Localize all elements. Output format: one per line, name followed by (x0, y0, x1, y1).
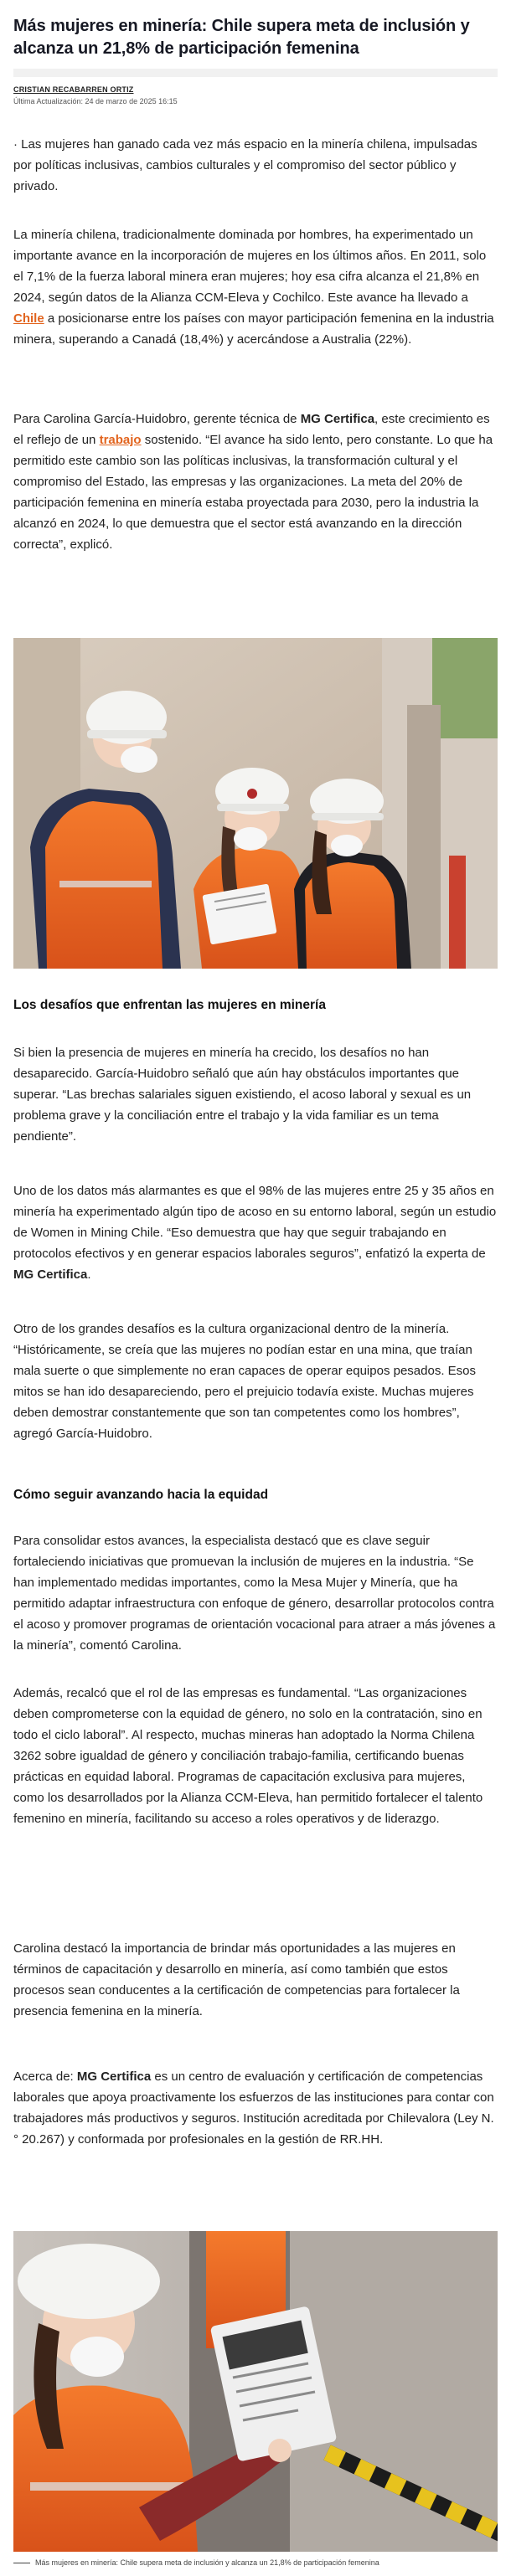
paragraph-7 (13, 1530, 498, 1656)
p7-text: Para consolidar estos avances, la especialista destacó que es clave seguir fortaleciendo iniciativas que promuevan la inclusión de mujeres en la industria. “Se han implementado medidas importantes, como la Mesa Mujer y Minería, que ha permitido adaptar infraestructura con enfoque de género, desarrollar protocolos contra el acoso y promover programas de orientación vocacional para atraer a más jóvenes a la minería”, comentó Carolina. (13, 1534, 496, 1653)
paragraph-9 (13, 1938, 498, 2022)
workers-photo (13, 638, 498, 969)
section-heading-challenges: Los desafíos que enfrentan las mujeres en minería (13, 998, 326, 1012)
p5-text-a: Uno de los datos más alarmantes es que el 98% de las mujeres entre 25 y 35 años en minería ha experimentado algún tipo de acoso en su entorno laboral, según un estudio de Women in Mining Chile. “Eso demuestra que hay que seguir trabajando en protocolos efectivos y en generar espacios laborales seguros”, enfatizó la experta de (13, 1184, 497, 1261)
title-divider (13, 69, 498, 77)
article-image-worker-checklist (13, 2231, 498, 2552)
section-heading-equity: Cómo seguir avanzando hacia la equidad (13, 1488, 269, 1502)
company-name: MG Certifica (13, 1267, 88, 1282)
trabajo-link[interactable]: trabajo (99, 433, 142, 447)
paragraph-4 (13, 1042, 498, 1147)
p3-text-b: , este crecimiento es el reflejo de un (13, 412, 490, 447)
author-link[interactable]: CRISTIAN RECABARREN ORTIZ (13, 85, 134, 94)
paragraph-8 (13, 1683, 498, 1829)
p8-text: Además, recalcó que el rol de las empresas es fundamental. “Las organizaciones deben comprometerse con la equidad de género, no solo en la contratación, sino en todo el ciclo laboral”. Al respecto, muchas mineras han adoptado la Norma Chilena 3262 sobre igualdad de género y conciliación trabajo-familia, certificando buenas prácticas en equidad laboral. Programas de capacitación exclusiva para mujeres, como los desarrollados por la Alianza CCM-Eleva, han permitido fortalecer el talento femenino en minería, facilitando su acceso a roles operativos y de liderazgo. (13, 1686, 483, 1826)
article-title: Más mujeres en minería: Chile supera meta de inclusión y alcanza un 21,8% de participación femenina (13, 17, 470, 58)
paragraph-3 (13, 409, 498, 555)
image-caption (13, 2558, 498, 2567)
p3-text-a: Para Carolina García-Huidobro, gerente técnica de (13, 412, 301, 426)
updated-timestamp: Última Actualización: 24 de marzo de 2025 16:15 (13, 97, 178, 105)
company-name: MG Certifica (76, 2070, 152, 2084)
p2-text-a: La minería chilena, tradicionalmente dominada por hombres, ha experimentado un importante avance en la incorporación de mujeres en los últimos años. En 2011, solo el 7,1% de la fuerza laboral minera eran mujeres; hoy esa cifra alcanza el 21,8% en 2024, según datos de la Alianza CCM-Eleva y Cochilco. Este avance ha llevado a (13, 228, 487, 305)
lead-paragraph (13, 134, 498, 197)
paragraph-6 (13, 1319, 498, 1444)
article (13, 0, 498, 2567)
p5-text-b: . (87, 1267, 91, 1282)
lead-text: · Las mujeres han ganado cada vez más espacio en la minería chilena, impulsadas por políticas inclusivas, cambios culturales y el compromiso del sector público y privado. (13, 137, 477, 193)
company-name: MG Certifica (300, 412, 375, 426)
p9-text: Carolina destacó la importancia de brindar más oportunidades a las mujeres en términos de capacitación y desarrollo en minería, así como también que estos procesos sean conducentes a la certificación de competencias para fortalecer la presencia femenina en la minería. (13, 1941, 460, 2018)
article-image-workers (13, 638, 498, 969)
paragraph-2 (13, 224, 498, 350)
checklist-photo (13, 2231, 498, 2552)
p2-text-b: a posicionarse entre los países con mayor participación femenina en la industria minera, superando a Canadá (18,4%) y acercándose a Australia (22%). (13, 311, 494, 347)
p3-text-c: sostenido. “El avance ha sido lento, pero constante. Lo que ha permitido este cambio son las políticas inclusivas, la transformación cultural y el compromiso del Estado, las empresas y las organizaciones. La meta del 20% de participación femenina en minería estaba proyectada para 2030, pero la industria la alcanzó en 2024, lo que demuestra que el sector está avanzando en la dirección correcta”, explicó. (13, 433, 493, 552)
p10-text-b: es un centro de evaluación y certificación de competencias laborales que apoya proactivamente los esfuerzos de las instituciones para contar con trabajadores más productivos y seguros. Institución acreditada por Chilevalora (Ley N.° 20.267) y conformada por profesionales en la gestión de RR.HH. (13, 2070, 494, 2147)
paragraph-5 (13, 1180, 498, 1285)
chile-link[interactable]: Chile (13, 311, 44, 326)
p4-text: Si bien la presencia de mujeres en minería ha crecido, los desafíos no han desaparecido. García-Huidobro señaló que aún hay obstáculos importantes que superar. “Las brechas salariales siguen existiendo, el acoso laboral y sexual es un problema grave y la conciliación entre el trabajo y la vida familiar es un tema pendiente”. (13, 1046, 472, 1144)
caption-text: Más mujeres en minería: Chile supera meta de inclusión y alcanza un 21,8% de participación femenina (35, 2558, 379, 2567)
p10-text-a: Acerca de: (13, 2070, 77, 2084)
p6-text: Otro de los grandes desafíos es la cultura organizacional dentro de la minería. “Históricamente, se creía que las mujeres no podían estar en una mina, que traían mala suerte o que simplemente no eran capaces de operar equipos pesados. Esos mitos se han ido desapareciendo, pero el prejuicio todavía existe. Muchas mujeres deben demostrar constantemente que son tan competentes como los hombres”, agregó García-Huidobro. (13, 1322, 477, 1441)
paragraph-10 (13, 2066, 498, 2150)
